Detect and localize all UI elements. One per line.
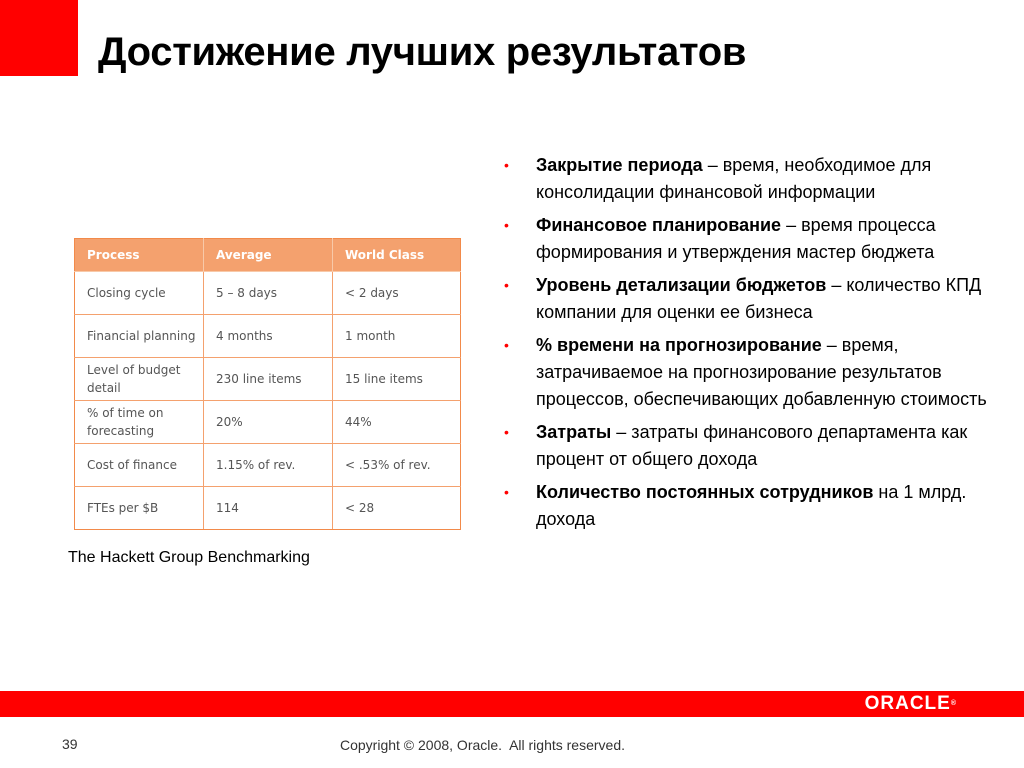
table-header-world-class: World Class bbox=[333, 239, 461, 272]
table-cell-process: Closing cycle bbox=[75, 272, 204, 315]
table-cell-average: 5 – 8 days bbox=[204, 272, 333, 315]
table-cell-process: Cost of finance bbox=[75, 444, 204, 487]
bullet-dot-icon: • bbox=[504, 424, 509, 440]
table-cell-process: FTEs per $B bbox=[75, 487, 204, 530]
list-item bbox=[500, 152, 1000, 206]
table-cell-average: 230 line items bbox=[204, 358, 333, 401]
bullet-text: – время процесса формирования и утверждения мастер бюджета bbox=[536, 215, 936, 262]
table-row bbox=[75, 487, 461, 530]
table-row bbox=[75, 401, 461, 444]
red-accent-square bbox=[0, 0, 78, 76]
list-item bbox=[500, 419, 1000, 473]
oracle-logo-text: ORACLE bbox=[864, 693, 951, 714]
bullet-text: – время, необходимое для консолидации финансовой информации bbox=[536, 155, 932, 202]
table-cell-world-class: < 2 days bbox=[333, 272, 461, 315]
list-item bbox=[500, 212, 1000, 266]
table-cell-process: % of time on forecasting bbox=[75, 401, 204, 444]
bullet-dot-icon: • bbox=[504, 217, 509, 233]
bullet-dot-icon: • bbox=[504, 157, 509, 173]
benchmark-table bbox=[74, 238, 461, 530]
table-cell-world-class: 1 month bbox=[333, 315, 461, 358]
bullet-term: Уровень детализации бюджетов bbox=[536, 275, 827, 295]
page-number: 39 bbox=[62, 736, 78, 752]
bullet-text: на 1 млрд. дохода bbox=[536, 482, 967, 529]
table-cell-average: 4 months bbox=[204, 315, 333, 358]
bullet-term: Закрытие периода bbox=[536, 155, 703, 175]
table-row bbox=[75, 444, 461, 487]
table-cell-world-class: < 28 bbox=[333, 487, 461, 530]
slide-title: Достижение лучших результатов bbox=[98, 30, 747, 74]
table-cell-average: 1.15% of rev. bbox=[204, 444, 333, 487]
list-item bbox=[500, 332, 1000, 413]
table-header-average: Average bbox=[204, 239, 333, 272]
table-cell-average: 20% bbox=[204, 401, 333, 444]
bullet-term: Финансовое планирование bbox=[536, 215, 782, 235]
bullet-text: – количество КПД компании для оценки ее бизнеса bbox=[536, 275, 982, 322]
copyright-notice: Copyright © 2008, Oracle. All rights reserved. bbox=[340, 737, 625, 753]
bullet-text: – затраты финансового департамента как процент от общего дохода bbox=[536, 422, 968, 469]
oracle-logo bbox=[865, 694, 956, 714]
table-row bbox=[75, 315, 461, 358]
table-cell-world-class: 44% bbox=[333, 401, 461, 444]
registered-mark: ® bbox=[950, 700, 956, 707]
table-cell-process: Financial planning bbox=[75, 315, 204, 358]
bullet-dot-icon: • bbox=[504, 484, 509, 500]
table-cell-world-class: < .53% of rev. bbox=[333, 444, 461, 487]
bullet-dot-icon: • bbox=[504, 337, 509, 353]
table-row bbox=[75, 272, 461, 315]
bullet-term: % времени на прогнозирование bbox=[536, 335, 822, 355]
table-caption: The Hackett Group Benchmarking bbox=[68, 549, 310, 566]
table-cell-world-class: 15 line items bbox=[333, 358, 461, 401]
list-item bbox=[500, 479, 1000, 533]
table-header-row bbox=[75, 239, 461, 272]
bullet-list bbox=[500, 152, 1000, 539]
table-row bbox=[75, 358, 461, 401]
bullet-term: Затраты bbox=[536, 422, 612, 442]
bullet-term: Количество постоянных сотрудников bbox=[536, 482, 874, 502]
bullet-dot-icon: • bbox=[504, 277, 509, 293]
table-header-process: Process bbox=[75, 239, 204, 272]
table-cell-average: 114 bbox=[204, 487, 333, 530]
bullet-text: – время, затрачиваемое на прогнозирование результатов процессов, обеспечивающих добавленную стоимость bbox=[536, 335, 987, 409]
list-item bbox=[500, 272, 1000, 326]
footer-bar bbox=[0, 691, 1024, 717]
table-cell-process: Level of budget detail bbox=[75, 358, 204, 401]
